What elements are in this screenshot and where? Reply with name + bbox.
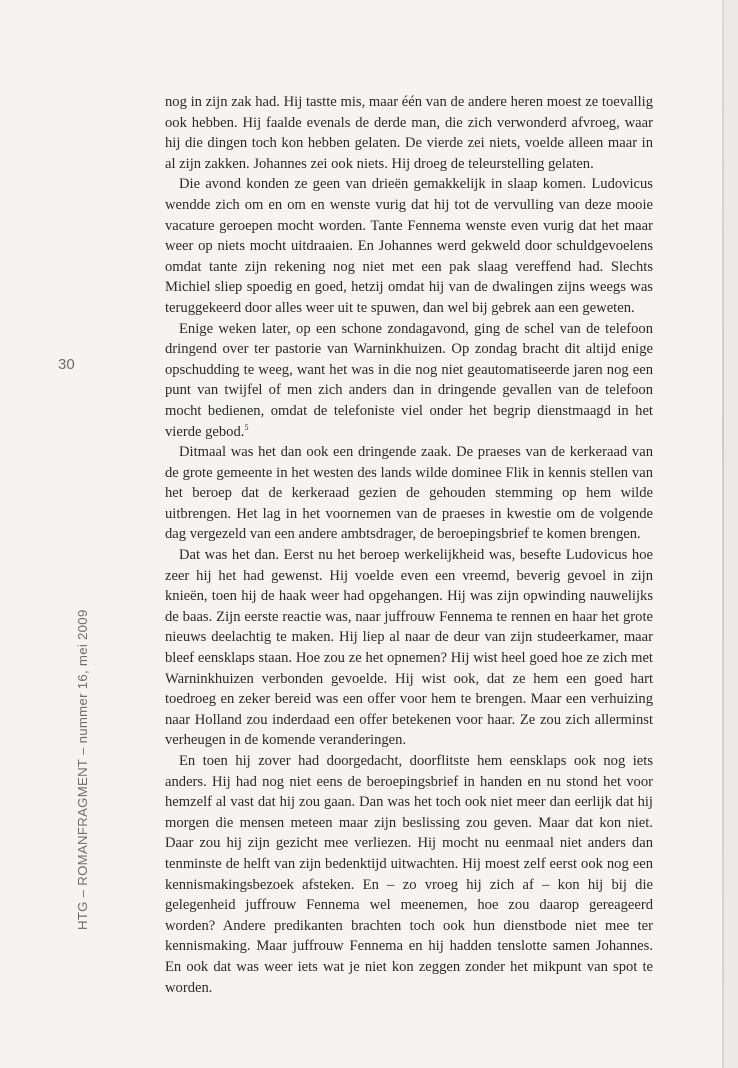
page-fold-line: [722, 0, 724, 1068]
footnote-marker: 5: [244, 422, 249, 432]
paragraph-3-text: Enige weken later, op een schone zondagavond, ging de schel van de telefoon dringend over ter pastorie van Warninkhuizen. Op zondag bracht dit altijd enige opschudding te weeg, want het was in die nog niet geautomatiseerde jaren nog een punt van twijfel of men zich anders dan in dringende gevallen van de telefoon mocht bedienen, omdat de telefoniste viel onder het begrip dienstmaagd in het vierde gebod.: [165, 320, 653, 440]
body-text: [165, 92, 653, 998]
running-head: HTG – ROMANFRAGMENT – nummer 16, mei 2009: [75, 609, 90, 930]
paragraph-1: nog in zijn zak had. Hij tastte mis, maar één van de andere heren moest ze toevallig ook hebben. Hij faalde evenals de derde man, die zich verwonderd afvroeg, waar hij die dingen toch kon hebben gelaten. De vierde zei niets, voelde alleen maar in al zijn zakken. Johannes zei ook niets. Hij droeg de teleurstelling gelaten.: [165, 94, 653, 172]
page-number: 30: [58, 356, 75, 373]
paragraph-5: Dat was het dan. Eerst nu het beroep werkelijkheid was, besefte Ludovicus hoe zeer hij het had gewenst. Hij voelde even een vreemd, beverig gevoel in zijn knieën, toen hij de haak weer had opgehangen. Hij was zijn opwinding nauwelijks de baas. Zijn eerste reactie was, naar juffrouw Fennema te rennen en haar het grote nieuws deelachtig te maken. Hij liep al naar de deur van zijn studeerkamer, maar bleef eensklaps staan. Hoe zou ze het opnemen? Hij wist heel goed hoe ze zich met Warninkhuizen verbonden gevoelde. Hij wist ook, dat ze hem een goed hart toedroeg en zeker bereid was een offer voor hem te brengen. Maar een verhuizing naar Holland zou inderdaad een offer betekenen voor haar. Ze zou zich allerminst verheugen in de komende veranderingen.: [165, 547, 653, 749]
paragraph-6: En toen hij zover had doorgedacht, doorflitste hem eensklaps ook nog iets anders. Hij had nog niet eens de beroepingsbrief in handen en nu stond het voor hemzelf al vast dat hij zou gaan. Dan was het toch ook niet meer dan eerlijk dat hij morgen die mensen meteen maar zijn beslissing zou geven. Maar dat kon niet. Daar zou hij zijn gezicht mee verliezen. Hij mocht nu eenmaal niet anders dan tenminste de helft van zijn bedenktijd uitwachten. Hij moest zelf eerst ook nog een kennismakingsbezoek afsteken. En – zo vroeg hij zich af – kon hij bij die gelegenheid juffrouw Fennema wel meenemen, hoe zou daarop gereageerd worden? Andere predikanten brachten toch ook hun dienstbode niet mee ter kennismaking. Maar juffrouw Fennema en hij hadden tenslotte samen Johannes. En ook dat was weer iets wat je niet kon zeggen zonder het mikpunt van spot te worden.: [165, 753, 653, 996]
page-edge-shadow: [724, 0, 738, 1068]
paragraph-3: [165, 319, 653, 443]
paragraph-2: Die avond konden ze geen van drieën gemakkelijk in slaap komen. Ludovicus wendde zich om en om en wenste vurig dat hij tot de vervulling van deze mooie vacature geroepen mocht worden. Tante Fennema wenste even vurig dat het maar weer op niets mocht uitdraaien. En Johannes werd gekweld door schuldgevoelens omdat tante zijn rekening nog niet met een pak slaag vereffend had. Slechts Michiel sliep spoedig en goed, hetzij omdat hij van de dwalingen zijns weegs was teruggekeerd door alles weer uit te spuwen, dan wel bij gebrek aan een geweten.: [165, 176, 653, 316]
paragraph-4: Ditmaal was het dan ook een dringende zaak. De praeses van de kerkeraad van de grote gemeente in het westen des lands wilde dominee Flik in kennis stellen van het beroep dat de kerkeraad gezien de gehouden stemming op hem wilde uitbrengen. Het lag in het voornemen van de praeses in kwestie om de volgende dag vergezeld van een andere ambtsdrager, de beroepingsbrief te komen brengen.: [165, 444, 653, 543]
